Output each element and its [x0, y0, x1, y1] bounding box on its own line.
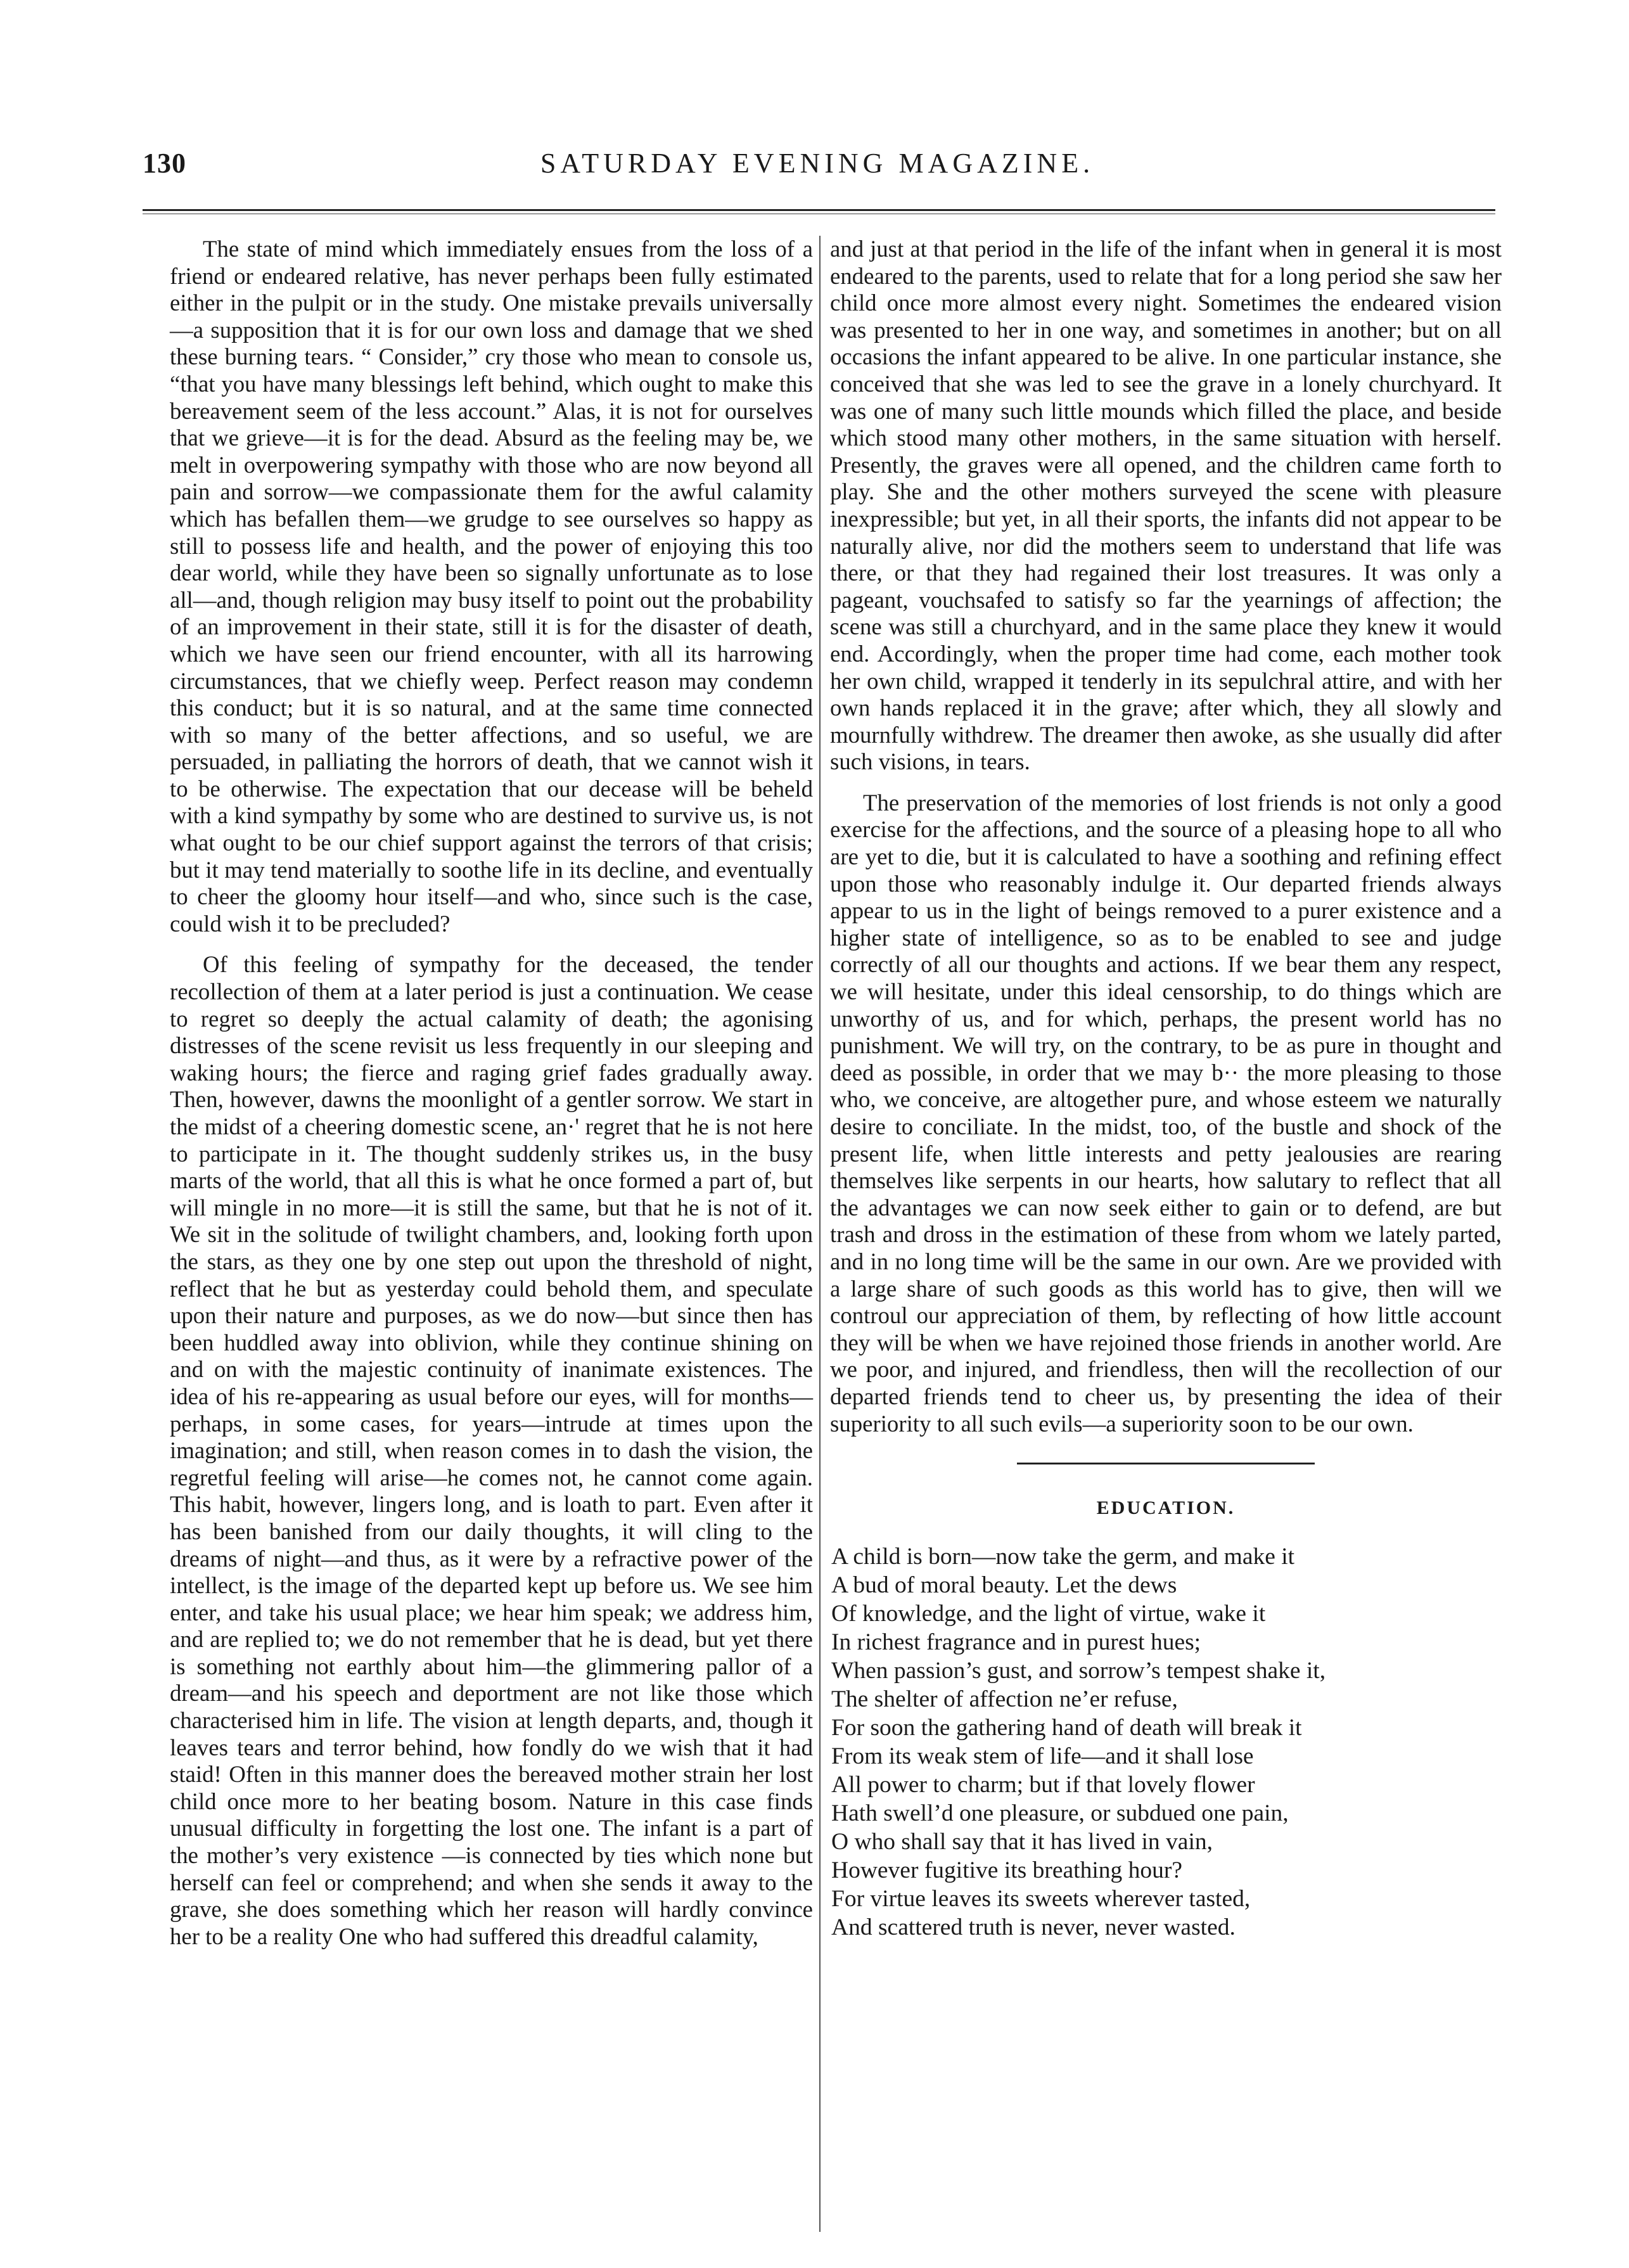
paragraph-mother-dream: and just at that period in the life of the infant when in general it is most endeared to the parents, used to relate that for a long period she saw her child once more almost every night. Sometimes the endeared vision was presented to her in one way, and sometimes in another; but on all occasions the infant appeared to be alive. In one particular instance, she conceived that she was led to see the grave in a lonely churchyard. It was one of many such little mounds which filled the place, and beside which stood many other mothers, in the same situation with herself. Presently, the graves were all opened, and the children came forth to play. She and the other mothers surveyed the scene with pleasure inexpressible; but yet, in all their sports, the infants did not appear to be naturally alive, nor did the mothers seem to understand that life was there, or that they had regained their lost treasures. It was only a pageant, vouchsafed to satisfy so far the yearnings of affection; the scene was still a churchyard, and in the same place they knew it would end. Accordingly, when the proper time had come, each mother took her own child, wrapped it tenderly in its sepulchral attire, and with her own hands replaced it in the grave; after which, they all slowly and mournfully withdrew. The dreamer then awoke, as she usually did after such visions, in tears.: [830, 236, 1502, 775]
poem-line: From its weak stem of life—and it shall lose: [831, 1743, 1254, 1769]
poem-line: For virtue leaves its sweets wherever tasted,: [831, 1885, 1251, 1912]
poem-line: A child is born—now take the germ, and make it: [831, 1543, 1295, 1570]
poem-line: All power to charm; but if that lovely flower: [831, 1771, 1255, 1798]
column-divider: [819, 236, 821, 2232]
poem-line: The shelter of affection ne’er refuse,: [831, 1686, 1178, 1712]
page-number: 130: [143, 148, 186, 179]
poem-line: When passion’s gust, and sorrow’s tempest shake it,: [831, 1657, 1326, 1684]
page-header: [143, 147, 1492, 191]
paragraph-grief-sympathy: The state of mind which immediately ensues from the loss of a friend or endeared relative, has never perhaps been fully estimated either in the pulpit or in the study. One mistake prevails universally—a supposition that it is for our own loss and damage that we shed these burning tears. “ Consider,” cry those who mean to console us, “that you have many blessings left behind, which ought to make this bereavement seem of the less account.” Alas, it is not for ourselves that we grieve—it is for the dead. Absurd as the feeling may be, we melt in overpowering sympathy with those who are now beyond all pain and sorrow—we compassionate them for the awful calamity which has befallen them—we grudge to see ourselves so happy as still to possess life and health, and the power of enjoying this too dear world, while they have been so signally unfortunate as to lose all—and, though religion may busy itself to point out the probability of an improvement in their state, still it is for the disaster of death, which we have seen our friend encounter, with all its harrowing circumstances, that we chiefly weep. Perfect reason may condemn this conduct; but it is so natural, and at the same time connected with so many of the better affections, and so useful, we are persuaded, in palliating the horrors of death, that we cannot wish it to be otherwise. The expectation that our decease will be beheld with a kind sympathy by some who are destined to survive us, is not what ought to be our chief support against the terrors of that crisis; but it may tend materially to soothe life in its decline, and eventually to cheer the gloomy hour itself—and who, since such is the case, could wish it to be precluded?: [170, 236, 813, 937]
paragraph-tender-recollection: Of this feeling of sympathy for the deceased, the tender recollection of them at a later period is just a continuation. We cease to regret so deeply the actual calamity of death; the agonising distresses of the scene revisit us less frequently in our sleeping and waking hours; the fierce and raging grief fades gradually away. Then, however, dawns the moonlight of a gentler sorrow. We start in the midst of a cheering domestic scene, an·' regret that he is not here to participate in it. The thought suddenly strikes us, in the busy marts of the world, that all this is what he once formed a part of, but will mingle in no more—it is still the same, but that he is not of it. We sit in the solitude of twilight chambers, and, looking forth upon the stars, as they one by one step out upon the threshold of night, reflect that he but as yesterday could behold them, and speculate upon their nature and purposes, as we do now—but since then has been huddled away into oblivion, while they continue shining on and on with the majestic continuity of inanimate existences. The idea of his re-appearing as usual before our eyes, will for months—perhaps, in some cases, for years—intrude at times upon the imagination; and still, when reason comes in to dash the vision, the regretful feeling will arise—he comes not, he cannot come again. This habit, however, lingers long, and is loath to part. Even after it has been banished from our daily thoughts, it will cling to the dreams of night—and thus, as it were by a refractive power of the intellect, is the image of the departed kept up before us. We see him enter, and take his usual place; we hear him speak; we address him, and are replied to; we do not remember that he is dead, but yet there is something not earthly about him—the glimmering pallor of a dream—and his speech and deportment are not like those which characterised him in life. The vision at length departs, and, though it leaves tears and terror behind, how fondly do we wish that it had staid! Often in this manner does the bereaved mother strain her lost child once more to her beating bosom. Nature in this case finds unusual difficulty in forgetting the lost one. The infant is a part of the mother’s very existence —is connected by ties which none but herself can feel or comprehend; and when she sends it away to the grave, she does something which her reason will hardly convince her to be a reality One who had suffered this dreadful calamity,: [170, 951, 813, 1949]
poem-line: For soon the gathering hand of death will break it: [831, 1714, 1302, 1741]
poem-line: Hath swell’d one pleasure, or subdued one pain,: [831, 1800, 1289, 1826]
poem-line: However fugitive its breathing hour?: [831, 1857, 1183, 1883]
section-rule: [1017, 1463, 1315, 1464]
poem-line: In richest fragrance and in purest hues;: [831, 1629, 1201, 1655]
running-head: SATURDAY EVENING MAGAZINE.: [540, 148, 1095, 179]
poem-title: EDUCATION.: [1096, 1497, 1236, 1519]
poem-line: O who shall say that it has lived in vain,: [831, 1828, 1213, 1855]
poem-line: A bud of moral beauty. Let the dews: [831, 1572, 1177, 1598]
poem-line: And scattered truth is never, never wasted.: [831, 1914, 1236, 1940]
poem-education: [830, 1542, 1502, 1942]
paragraph-preservation-memories: The preservation of the memories of lost friends is not only a good exercise for the affections, and the source of a pleasing hope to all who are yet to die, but it is calculated to have a soothing and refining effect upon those who reasonably indulge it. Our departed friends always appear to us in the light of beings removed to a purer existence and a higher state of intelligence, so as to be enabled to see and judge correctly of all our thoughts and actions. If we bear them any respect, we will hesitate, under this ideal censorship, to do things which are unworthy of us, and for which, perhaps, the present world has no punishment. We will try, on the contrary, to be as pure in thought and deed as possible, in order that we may b·· the more pleasing to those who, we conceive, are altogether pure, and whose esteem we naturally desire to conciliate. In the midst, too, of the bustle and shock of the present life, when little interests and petty jealousies are rearing themselves like serpents in our hearts, how salutary to reflect that all the advantages we can now seek either to gain or to defend, are but trash and dross in the estimation of these from whom we lately parted, and in no long time will be the same in our own. Are we provided with a large share of such goods as this world has to give, then will we controul our appreciation of them, by reflecting of how little account they will be when we have rejoined those friends in another world. Are we poor, and injured, and friendless, then will the recollection of our departed friends tend to cheer us, by presenting the idea of their superiority to all such evils—a superiority soon to be our own.: [830, 789, 1502, 1437]
right-column: [830, 236, 1502, 1942]
header-rule: [143, 209, 1495, 214]
left-column: [170, 236, 813, 1963]
poem-line: Of knowledge, and the light of virtue, wake it: [831, 1600, 1266, 1627]
